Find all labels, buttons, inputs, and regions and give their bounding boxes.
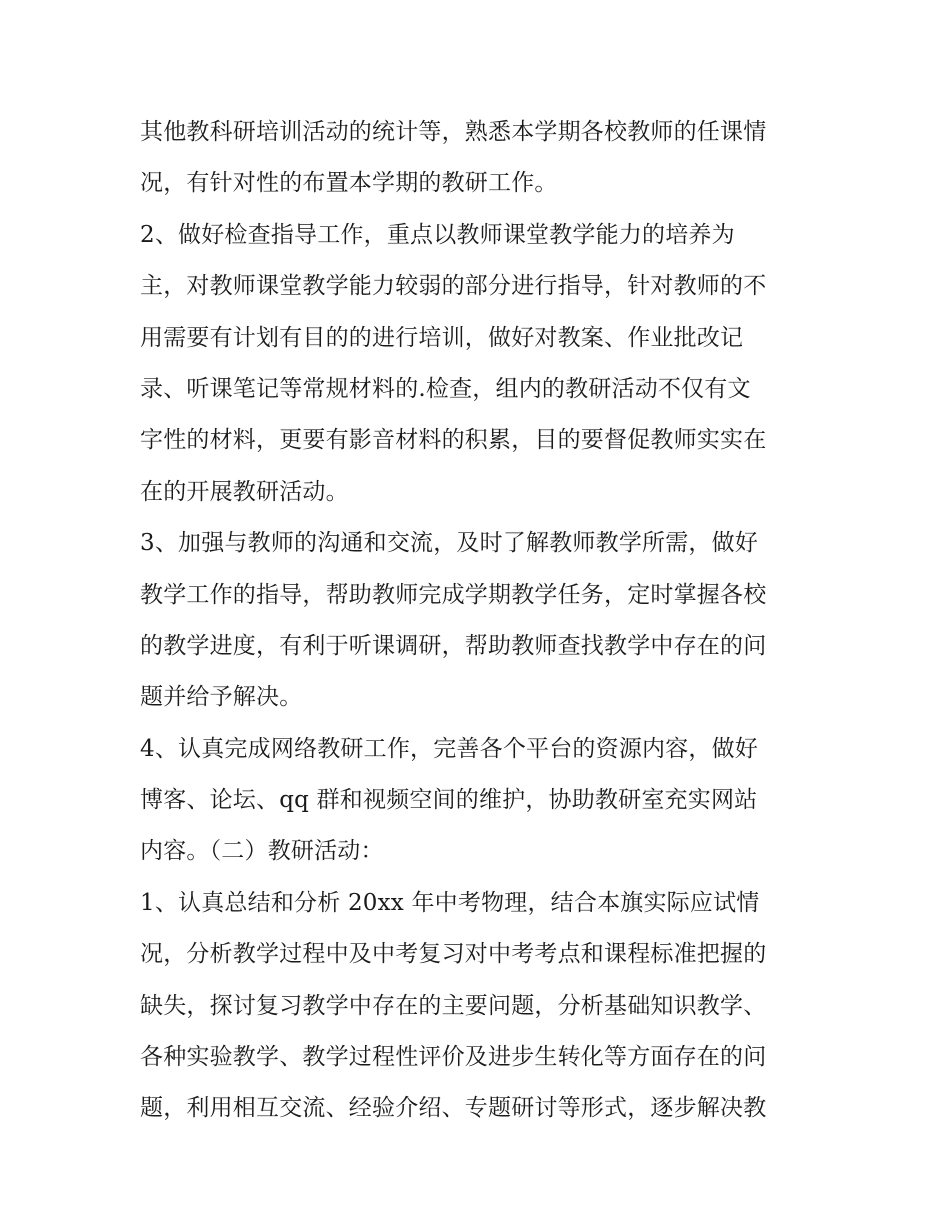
text-line: 况，有针对性的布置本学期的教研工作。 bbox=[140, 170, 558, 197]
text-line: 各种实验教学、教学过程性评价及进步生转化等方面存在的问 bbox=[140, 1044, 767, 1071]
text-line: 其他教科研培训活动的统计等，熟悉本学期各校教师的任课情 bbox=[140, 119, 767, 145]
text-line: 录、听课笔记等常规材料的.检查，组内的教研活动不仅有文 bbox=[140, 375, 751, 402]
text-line: 1、认真总结和分析 20xx 年中考物理，结合本旗实际应试情 bbox=[140, 889, 760, 916]
text-line: 主，对教师课堂教学能力较弱的部分进行指导，针对教师的不 bbox=[140, 273, 767, 300]
document-body bbox=[140, 107, 820, 1135]
text-line: 缺失，探讨复习教学中存在的主要问题，分析基础知识教学、 bbox=[140, 992, 767, 1019]
text-line: 用需要有计划有目的的进行培训，做好对教案、作业批改记 bbox=[140, 324, 744, 351]
text-line: 字性的材料，更要有影音材料的积累，目的要督促教师实实在 bbox=[140, 427, 767, 454]
text-line: 的教学进度，有利于听课调研，帮助教师查找教学中存在的问 bbox=[140, 632, 767, 659]
text-line: 在的开展教研活动。 bbox=[140, 478, 349, 505]
text-line: 内容。（二）教研活动： bbox=[140, 838, 384, 865]
text-line: 教学工作的指导，帮助教师完成学期教学任务，定时掌握各校 bbox=[140, 581, 767, 608]
text-line: 2、做好检查指导工作，重点以教师课堂教学能力的培养为 bbox=[140, 221, 735, 248]
text-line: 况，分析教学过程中及中考复习对中考考点和课程标准把握的 bbox=[140, 941, 767, 968]
text-line: 博客、论坛、qq 群和视频空间的维护，协助教研室充实网站 bbox=[140, 787, 758, 814]
text-line: 题，利用相互交流、经验介绍、专题研讨等形式，逐步解决教 bbox=[140, 1095, 767, 1122]
text-line: 4、认真完成网络教研工作，完善各个平台的资源内容，做好 bbox=[140, 735, 759, 762]
text-line: 3、加强与教师的沟通和交流，及时了解教师教学所需，做好 bbox=[140, 530, 759, 557]
text-line: 题并给予解决。 bbox=[140, 684, 303, 711]
